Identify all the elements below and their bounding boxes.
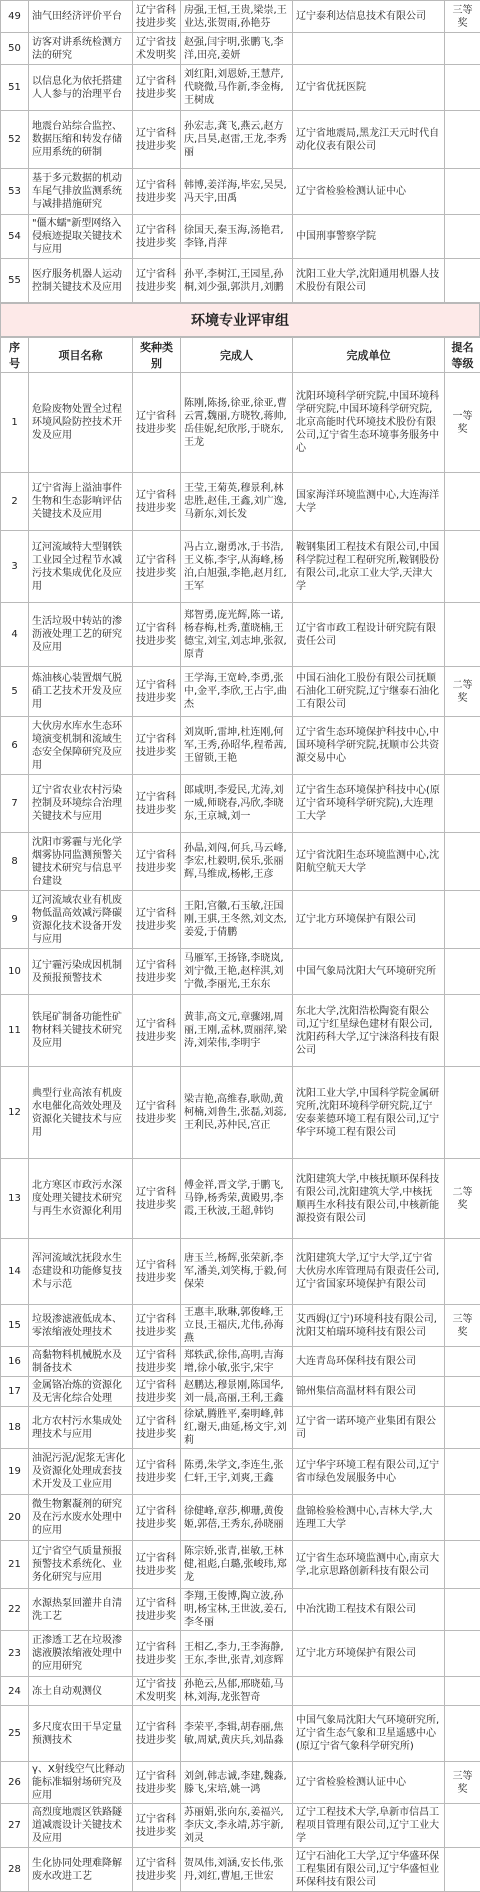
cell-type: 辽宁省科技进步奖 xyxy=(133,603,181,667)
cell-type: 辽宁省科技进步奖 xyxy=(133,833,181,891)
cell-no: 23 xyxy=(1,1631,29,1677)
cell-no: 12 xyxy=(1,1067,29,1159)
cell-name: 垃圾渗滤液低成本、零浓缩液处理技术 xyxy=(29,1305,133,1347)
cell-level: 三等奖 xyxy=(445,1762,480,1804)
table-row xyxy=(1,1495,480,1541)
cell-type: 辽宁省科技进步奖 xyxy=(133,1,181,33)
cell-type: 辽宁省科技进步奖 xyxy=(133,1631,181,1677)
cell-type: 辽宁省科技进步奖 xyxy=(133,667,181,717)
cell-name: 油气田经济评价平台 xyxy=(29,1,133,33)
cell-name: 辽宁霾污染成因机制及预报预警技术 xyxy=(29,949,133,995)
cell-name: 多尺度农田干旱定量预测技术 xyxy=(29,1706,133,1762)
cell-people: 王相乙,李力,王李海静,王东,李世,张青,刘彦辉 xyxy=(181,1631,293,1677)
cell-unit: 盘锦检验检测中心,吉林大学,大连理工大学 xyxy=(293,1495,445,1541)
table-header-row xyxy=(1,338,480,373)
table-row xyxy=(1,1449,480,1495)
cell-level xyxy=(445,1377,480,1407)
cell-level xyxy=(445,1347,480,1377)
cell-type: 辽宁省科技进步奖 xyxy=(133,717,181,775)
cell-name: 以信息化为依托搭建人人参与的治理平台 xyxy=(29,65,133,111)
table-row xyxy=(1,1377,480,1407)
cell-unit: 中国刑事警察学院 xyxy=(293,215,445,259)
table-row xyxy=(1,1848,480,1892)
cell-name: 冻土自动观测仪 xyxy=(29,1677,133,1706)
cell-people: 赵强,闫宇明,张鹏飞,李洋,田亮,姜妍 xyxy=(181,33,293,65)
table-row xyxy=(1,259,480,303)
cell-no: 21 xyxy=(1,1541,29,1589)
table-row xyxy=(1,531,480,603)
cell-name: 铁尾矿制备功能性矿物材料关键技术研究及应用 xyxy=(29,995,133,1067)
cell-no: 10 xyxy=(1,949,29,995)
cell-name: 辽河流域农业有机废物低温高效减污降碳资源化技术设备开发与应用 xyxy=(29,891,133,949)
cell-name: 炼油核心装置烟气脱硝工艺技术开发及应用 xyxy=(29,667,133,717)
cell-name: 辽宁省空气质量预报预警技术系统化、业务化研究与应用 xyxy=(29,1541,133,1589)
cell-unit: 辽宁泰利达信息技术有限公司 xyxy=(293,1,445,33)
table-row xyxy=(1,949,480,995)
cell-type: 辽宁省科技进步奖 xyxy=(133,65,181,111)
cell-level xyxy=(445,1067,480,1159)
cell-no: 18 xyxy=(1,1407,29,1449)
cell-unit: 辽宁省市政工程设计研究院有限责任公司 xyxy=(293,603,445,667)
cell-type: 辽宁省科技进步奖 xyxy=(133,995,181,1067)
cell-unit: 艾西姆(辽宁)环境科技有限公司,沈阳艾柏瑞环境科技有限公司 xyxy=(293,1305,445,1347)
cell-name: 基于多元数据的机动车尾气排放监测系统与减排措施研究 xyxy=(29,169,133,215)
table-row xyxy=(1,1347,480,1377)
cell-level xyxy=(445,1631,480,1677)
header-no: 序号 xyxy=(1,338,29,373)
cell-people: 傅金祥,晋文学,于鹏飞,马铮,杨秀荣,黄殿男,李霞,王秋波,王超,韩钧 xyxy=(181,1159,293,1239)
cell-unit: 辽宁华宇环境工程有限公司,辽宁省市绿色发展服务中心 xyxy=(293,1449,445,1495)
cell-people: 徐斌,腾胜平,秦明峰,韩红,谢天,曲延,杨文宇,刘莉 xyxy=(181,1407,293,1449)
cell-type: 辽宁省科技进步奖 xyxy=(133,373,181,473)
cell-people: 孙艳云,丛郁,邢晓茹,马林,刘海,龙张智奇 xyxy=(181,1677,293,1706)
cell-unit: 中国气象局沈阳大气环境研究所,辽宁省生态气象和卫星遥感中心(原辽宁省气象科学研究所) xyxy=(293,1706,445,1762)
cell-type: 辽宁省科技进步奖 xyxy=(133,169,181,215)
cell-unit: 辽宁省优抚医院 xyxy=(293,65,445,111)
cell-level xyxy=(445,775,480,833)
cell-type: 辽宁省科技进步奖 xyxy=(133,891,181,949)
cell-no: 9 xyxy=(1,891,29,949)
cell-no: 16 xyxy=(1,1347,29,1377)
cell-type: 辽宁省科技进步奖 xyxy=(133,775,181,833)
cell-type: 辽宁省科技进步奖 xyxy=(133,1589,181,1631)
cell-people: 孙平,李树江,王园星,孙桐,刘少强,郭洪月,刘鹏 xyxy=(181,259,293,303)
cell-level xyxy=(445,1706,480,1762)
cell-no: 15 xyxy=(1,1305,29,1347)
table-row xyxy=(1,995,480,1067)
cell-unit: 辽宁省检验检测认证中心 xyxy=(293,169,445,215)
cell-level: 一等奖 xyxy=(445,373,480,473)
cell-level: 三等奖 xyxy=(445,1305,480,1347)
cell-type: 辽宁省科技进步奖 xyxy=(133,111,181,169)
table-row xyxy=(1,1067,480,1159)
cell-name: "僵木蠕"新型网络入侵痕迹提取关键技术与应用 xyxy=(29,215,133,259)
table-row xyxy=(1,1159,480,1239)
cell-level xyxy=(445,1239,480,1305)
cell-people: 黄菲,高文元,章骤翊,周丽,王刚,孟林,贾丽萍,梁涛,刘荣伟,李明宇 xyxy=(181,995,293,1067)
cell-level xyxy=(445,891,480,949)
cell-no: 50 xyxy=(1,33,29,65)
cell-type: 辽宁省科技进步奖 xyxy=(133,1305,181,1347)
cell-type: 辽宁省科技进步奖 xyxy=(133,1804,181,1848)
cell-people: 梁吉艳,高维春,耿勋,黄柯楠,刘鲁生,张磊,刘蕊,王利民,苏仲民,宫正 xyxy=(181,1067,293,1159)
cell-level xyxy=(445,65,480,111)
cell-type: 辽宁省科技进步奖 xyxy=(133,1762,181,1804)
cell-no: 53 xyxy=(1,169,29,215)
cell-no: 7 xyxy=(1,775,29,833)
cell-unit xyxy=(293,1677,445,1706)
table-row xyxy=(1,603,480,667)
cell-level xyxy=(445,949,480,995)
header-type: 奖种类别 xyxy=(133,338,181,373)
cell-name: 大伙房水库水生态环境演变机制和流域生态安全保障研究及应用 xyxy=(29,717,133,775)
cell-people: 冯占立,谢勇冰,于书浩,王义栋,李宇,从海峰,杨泊,白旭强,李艳,赵月红,王军 xyxy=(181,531,293,603)
cell-type: 辽宁省科技进步奖 xyxy=(133,1495,181,1541)
cell-name: 高黏物料机械脱水及制备技术 xyxy=(29,1347,133,1377)
cell-no: 27 xyxy=(1,1804,29,1848)
cell-no: 25 xyxy=(1,1706,29,1762)
cell-people: 徐健峰,章莎,柳珊,黄俊姬,郭蓓,王秀东,孙晓丽 xyxy=(181,1495,293,1541)
cell-level xyxy=(445,215,480,259)
cell-name: 辽宁省农业农村污染控制及环境综合治理关键技术与应用 xyxy=(29,775,133,833)
cell-no: 5 xyxy=(1,667,29,717)
cell-no: 8 xyxy=(1,833,29,891)
cell-no: 52 xyxy=(1,111,29,169)
cell-people: 郑智勇,庞光辉,陈一诺,杨春梅,杜秀,董晓楠,王德宝,刘宝,刘志坤,张叙,原青 xyxy=(181,603,293,667)
cell-name: 辽宁省海上溢油事件生物和生态影响评估关键技术及应用 xyxy=(29,473,133,531)
cell-unit: 锦州集信高温材料有限公司 xyxy=(293,1377,445,1407)
section-title: 环境专业评审组 xyxy=(0,303,480,337)
cell-no: 28 xyxy=(1,1848,29,1892)
cell-unit: 沈阳建筑大学,辽宁大学,辽宁省大伙房水库管理局有限责任公司,辽宁省国家环境保护有限公司 xyxy=(293,1239,445,1305)
cell-no: 19 xyxy=(1,1449,29,1495)
cell-type: 辽宁省科技进步奖 xyxy=(133,1706,181,1762)
cell-type: 辽宁省科技进步奖 xyxy=(133,1067,181,1159)
environment-award-table xyxy=(0,337,480,1892)
header-unit: 完成单位 xyxy=(293,338,445,373)
cell-unit: 鞍钢集团工程技术有限公司,中国科学院过程工程研究所,鞍钢股份有限公司,北京工业大学,天津大学 xyxy=(293,531,445,603)
table-row xyxy=(1,65,480,111)
cell-name: 生化协同处理难降解废水改进工艺 xyxy=(29,1848,133,1892)
cell-level xyxy=(445,33,480,65)
cell-people: 赵鹏达,穆景刚,陈国华,刘一晨,高丽,王利,王鑫 xyxy=(181,1377,293,1407)
cell-name: 危险废物处置全过程环境风险防控技术开发及应用 xyxy=(29,373,133,473)
cell-name: γ、X射线空气比释动能标准辐射场研究及应用 xyxy=(29,1762,133,1804)
cell-level xyxy=(445,1495,480,1541)
header-name: 项目名称 xyxy=(29,338,133,373)
cell-people: 刘红阳,刘恩娇,王慧芹,代晓微,马作新,李金梅,王树成 xyxy=(181,65,293,111)
cell-type: 辽宁省科技进步奖 xyxy=(133,1541,181,1589)
cell-unit: 国家海洋环境监测中心,大连海洋大学 xyxy=(293,473,445,531)
table-row xyxy=(1,215,480,259)
table-row xyxy=(1,1706,480,1762)
table-row xyxy=(1,33,480,65)
cell-no: 26 xyxy=(1,1762,29,1804)
cell-name: 访客对讲系统检测方法的研究 xyxy=(29,33,133,65)
cell-no: 11 xyxy=(1,995,29,1067)
cell-name: 生活垃圾中转站的渗沥液处理工艺的研究及应用 xyxy=(29,603,133,667)
table-row xyxy=(1,473,480,531)
table-row xyxy=(1,1541,480,1589)
cell-people: 贺凤伟,刘涵,安长伟,张丹,刘红,曹旭,王世宏 xyxy=(181,1848,293,1892)
cell-people: 郎咸明,李爱民,尤涛,刘一威,师晓春,冯欣,李晓东,王京城,刘一 xyxy=(181,775,293,833)
cell-name: 北方农村污水集成处理技术与应用 xyxy=(29,1407,133,1449)
table-row xyxy=(1,1,480,33)
cell-unit xyxy=(293,33,445,65)
table-row xyxy=(1,1239,480,1305)
cell-level xyxy=(445,111,480,169)
table-row xyxy=(1,1762,480,1804)
table-row xyxy=(1,667,480,717)
cell-type: 辽宁省科技进步奖 xyxy=(133,949,181,995)
cell-level xyxy=(445,1541,480,1589)
cell-type: 辽宁省技术发明奖 xyxy=(133,33,181,65)
table-row xyxy=(1,1305,480,1347)
cell-level xyxy=(445,473,480,531)
cell-level: 二等奖 xyxy=(445,667,480,717)
cell-unit: 中冶沈勘工程技术有限公司 xyxy=(293,1589,445,1631)
header-people: 完成人 xyxy=(181,338,293,373)
cell-level xyxy=(445,1677,480,1706)
cell-type: 辽宁省科技进步奖 xyxy=(133,259,181,303)
cell-people: 李翔,王俊博,陶立波,孙明,杨宝林,王世波,姜石,李冬丽 xyxy=(181,1589,293,1631)
table-row xyxy=(1,1407,480,1449)
cell-name: 辽河流域特大型钢铁工业园全过程节水减污技术集成优化及应用 xyxy=(29,531,133,603)
cell-unit: 辽宁工程技术大学,阜新市信昌工程项目管理有限公司,辽宁工业大学 xyxy=(293,1804,445,1848)
cell-unit: 辽宁石油化工大学,辽宁华盛环保工程集团有限公司,辽宁华盛恒业环保科技有限公司 xyxy=(293,1848,445,1892)
cell-no: 22 xyxy=(1,1589,29,1631)
cell-unit: 辽宁省沈阳生态环境监测中心,沈阳航空航天大学 xyxy=(293,833,445,891)
cell-no: 4 xyxy=(1,603,29,667)
cell-unit: 沈阳建筑大学,中核抚顺环保科技有限公司,沈阳建筑大学,中核抚顺再生水科技有限公司,中核新能源投资有限公司 xyxy=(293,1159,445,1239)
cell-people: 韩博,姜洋海,毕宏,吴昊,冯天宇,田禹 xyxy=(181,169,293,215)
cell-unit: 辽宁省生态环境保护科技中心,中国环境科学研究院,抚顺市公共资源交易中心 xyxy=(293,717,445,775)
table-row xyxy=(1,833,480,891)
cell-unit: 沈阳环境科学研究院,中国环境科学研究院,中国环境科学研究院,北京高能时代环境技术股份有限公司,辽宁省生态环境事务服务中心 xyxy=(293,373,445,473)
cell-type: 辽宁省科技进步奖 xyxy=(133,215,181,259)
cell-unit: 辽宁北方环境保护有限公司 xyxy=(293,891,445,949)
table-row xyxy=(1,373,480,473)
cell-people: 徐国天,秦玉海,汤艳君,李锋,肖萍 xyxy=(181,215,293,259)
cell-people: 王阳,宫徽,石玉敏,汪国刚,王骐,王冬然,刘文杰,姜爱,于倩鹏 xyxy=(181,891,293,949)
table-row xyxy=(1,1589,480,1631)
cell-type: 辽宁省科技进步奖 xyxy=(133,1449,181,1495)
cell-name: 水源热泵回灌井自清洗工艺 xyxy=(29,1589,133,1631)
cell-unit: 沈阳工业大学,沈阳通用机器人技术股份有限公司 xyxy=(293,259,445,303)
cell-no: 1 xyxy=(1,373,29,473)
cell-type: 辽宁省技术发明奖 xyxy=(133,1677,181,1706)
cell-type: 辽宁省科技进步奖 xyxy=(133,1848,181,1892)
cell-unit: 辽宁省一诺环境产业集团有限公司 xyxy=(293,1407,445,1449)
cell-unit: 辽宁省地震局,黑龙江天元时代自动化仪表有限公司 xyxy=(293,111,445,169)
cell-level: 三等奖 xyxy=(445,1,480,33)
cell-unit: 中国气象局沈阳大气环境研究所 xyxy=(293,949,445,995)
cell-level xyxy=(445,1449,480,1495)
cell-people: 房强,王恒,王贵,梁崇,王业达,张贺雨,孙艳芬 xyxy=(181,1,293,33)
cell-type: 辽宁省科技进步奖 xyxy=(133,1347,181,1377)
cell-level xyxy=(445,995,480,1067)
cell-type: 辽宁省科技进步奖 xyxy=(133,1377,181,1407)
cell-level xyxy=(445,833,480,891)
cell-unit: 辽宁北方环境保护有限公司 xyxy=(293,1631,445,1677)
cell-unit: 沈阳工业大学,中国科学院金属研究所,沈阳环境科学研究院,辽宁安泰莱德环境工程有限公司,辽宁华宇环境工程有限公司 xyxy=(293,1067,445,1159)
cell-people: 刘剑,韩志诚,李建,魏淼,滕飞,宋培,姚一鸿 xyxy=(181,1762,293,1804)
cell-people: 陈勇,朱学文,李连生,张仁轩,王宇,刘爽,王鑫 xyxy=(181,1449,293,1495)
cell-name: 典型行业高浓有机废水电催化高效处理及资源化关键技术与应用 xyxy=(29,1067,133,1159)
table-row xyxy=(1,1804,480,1848)
cell-unit: 辽宁省生态环境监测中心,南京大学,北京思路创新科技有限公司 xyxy=(293,1541,445,1589)
cell-type: 辽宁省科技进步奖 xyxy=(133,473,181,531)
cell-name: 微生物絮凝剂的研究及在污水废水处理中的应用 xyxy=(29,1495,133,1541)
table-row xyxy=(1,111,480,169)
cell-people: 刘岚昕,雷坤,杜连刚,何军,王秀,孙昭华,程希茜,王留锁,王艳 xyxy=(181,717,293,775)
cell-type: 辽宁省科技进步奖 xyxy=(133,1239,181,1305)
cell-name: 医疗服务机器人运动控制关键技术及应用 xyxy=(29,259,133,303)
cell-people: 王学海,王宽岭,李勇,张中,金平,李欣,王占宇,曲杰 xyxy=(181,667,293,717)
cell-level xyxy=(445,1589,480,1631)
cell-level xyxy=(445,1804,480,1848)
table-row xyxy=(1,891,480,949)
cell-people: 陈宗娇,张青,崔敏,王林健,祖彪,白璐,张峻玮,郑龙 xyxy=(181,1541,293,1589)
table-row xyxy=(1,1631,480,1677)
cell-unit: 东北大学,沈阳浩松陶瓷有限公司,辽宁红星绿色建材有限公司,沈阳药科大学,辽宁涞洛科技有限公司 xyxy=(293,995,445,1067)
cell-unit: 大连青岛环保科技有限公司 xyxy=(293,1347,445,1377)
table-row xyxy=(1,169,480,215)
cell-people: 马雁军,王扬锋,李晓岚,刘宁微,王艳,赵梓淇,刘宁微,李丽光,王东东 xyxy=(181,949,293,995)
cell-type: 辽宁省科技进步奖 xyxy=(133,1407,181,1449)
table-row xyxy=(1,717,480,775)
cell-type: 辽宁省科技进步奖 xyxy=(133,531,181,603)
cell-no: 55 xyxy=(1,259,29,303)
cell-name: 浑河流域沈抚段水生态建设和功能修复技术与示范 xyxy=(29,1239,133,1305)
cell-name: 正渗透工艺在垃圾渗滤液膜浓缩液处理中的应用研究 xyxy=(29,1631,133,1677)
table-row xyxy=(1,775,480,833)
top-award-table xyxy=(0,0,480,303)
cell-people: 孙晶,刘闯,何兵,马云峰,李宏,杜毅明,侯乐,张丽辉,马维成,杨彬,王彦 xyxy=(181,833,293,891)
cell-unit: 辽宁省检验检测认证中心 xyxy=(293,1762,445,1804)
cell-name: 北方寒区市政污水深度处理关键技术研究与再生水资源化利用 xyxy=(29,1159,133,1239)
cell-unit: 辽宁省生态环境保护科技中心(原辽宁省环境科学研究院),大连理工大学 xyxy=(293,775,445,833)
cell-no: 49 xyxy=(1,1,29,33)
cell-level xyxy=(445,1848,480,1892)
cell-people: 陈刚,陈扬,徐亚,徐亚,曹云霄,魏丽,方晓牧,蒋帅,岳佳妮,纪欣彤,于晓东,王龙 xyxy=(181,373,293,473)
header-level: 提名等级 xyxy=(445,338,480,373)
cell-level xyxy=(445,1407,480,1449)
cell-name: 高烈度地震区铁路隧道减震设计关键技术及应用 xyxy=(29,1804,133,1848)
cell-type: 辽宁省科技进步奖 xyxy=(133,1159,181,1239)
cell-people: 王莹,王菊英,穆景利,林忠胜,赵佳,王鑫,刘广逸,马新东,刘长发 xyxy=(181,473,293,531)
cell-no: 6 xyxy=(1,717,29,775)
cell-no: 51 xyxy=(1,65,29,111)
cell-people: 苏丽娟,张向东,姜福兴,李庆文,李永靖,苏宇新,刘灵 xyxy=(181,1804,293,1848)
cell-name: 油泥污泥/泥浆无害化及资源化处理成套技术开发及工业应用 xyxy=(29,1449,133,1495)
cell-people: 郑轶武,徐伟,高明,吉海增,徐小敏,张宇,宋宇 xyxy=(181,1347,293,1377)
table-row xyxy=(1,1677,480,1706)
cell-no: 20 xyxy=(1,1495,29,1541)
cell-level xyxy=(445,603,480,667)
cell-people: 李荣平,李辑,胡春丽,焦敏,周斌,黄庆兵,刘晶淼 xyxy=(181,1706,293,1762)
cell-no: 2 xyxy=(1,473,29,531)
cell-no: 17 xyxy=(1,1377,29,1407)
cell-level: 二等奖 xyxy=(445,1159,480,1239)
cell-no: 3 xyxy=(1,531,29,603)
cell-no: 24 xyxy=(1,1677,29,1706)
cell-level xyxy=(445,169,480,215)
cell-name: 沈阳市雾霾与光化学烟雾协同监测预警关键技术研究与信息平台建设 xyxy=(29,833,133,891)
cell-people: 唐玉兰,杨辉,张荣新,李军,潘美,刘笑梅,于毅,何保荣 xyxy=(181,1239,293,1305)
cell-level xyxy=(445,717,480,775)
cell-name: 金属铬冶炼的资源化及无害化综合处理 xyxy=(29,1377,133,1407)
cell-level xyxy=(445,531,480,603)
cell-people: 王惠丰,耿琳,郭俊峰,王立艮,王福庆,尤伟,孙海燕 xyxy=(181,1305,293,1347)
cell-no: 14 xyxy=(1,1239,29,1305)
cell-unit: 中国石油化工股份有限公司抚顺石油化工研究院,辽宁继泰石油化工有限公司 xyxy=(293,667,445,717)
cell-level xyxy=(445,259,480,303)
cell-no: 13 xyxy=(1,1159,29,1239)
cell-people: 孙宏志,龚飞,燕云,赵方庆,吕昊,赵雷,王龙,李秀丽 xyxy=(181,111,293,169)
cell-no: 54 xyxy=(1,215,29,259)
cell-name: 地震台站综合监控、数据压缩和转发存储应用系统的研制 xyxy=(29,111,133,169)
